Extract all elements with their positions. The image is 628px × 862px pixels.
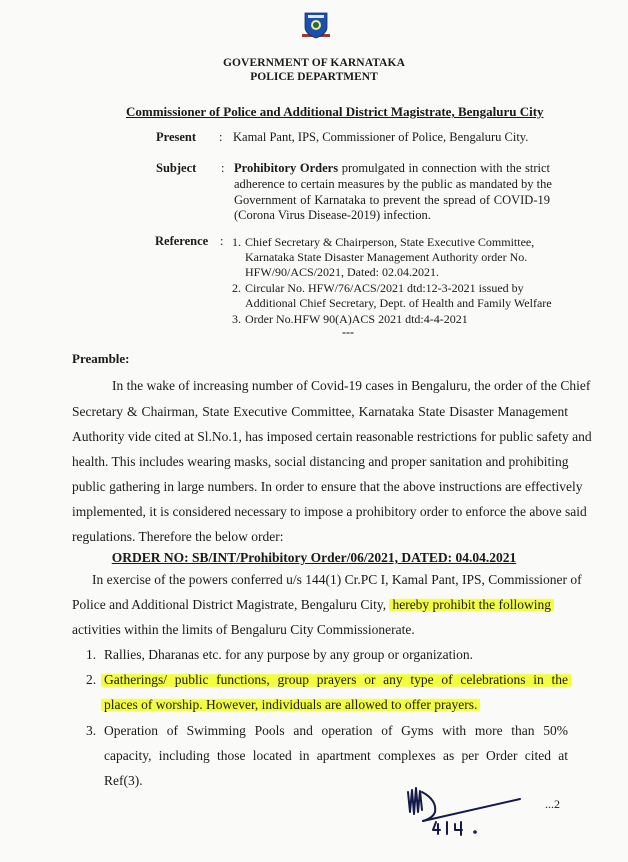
preamble-line-1: In the wake of increasing number of Covid-19 cases in Bengaluru, the order of the Chief [112, 378, 591, 393]
preamble-line-6: implemented, it is considered necessary to impose a prohibitory order to enforce the above said [72, 504, 587, 519]
preamble-line-5: public gathering in large numbers. In order to ensure that the above instructions are effectively [72, 479, 583, 494]
subject-line-2: adherence to certain measures by the public as mandated by the [234, 177, 552, 191]
order-intro-line-3: activities within the limits of Bengaluru City Commissionerate. [72, 622, 415, 637]
order-item-1-line-1: Rallies, Dharanas etc. for any purpose by any group or organization. [104, 647, 474, 662]
order-item-3-number: 3. [86, 723, 97, 738]
preamble-line-2: Secretary & Chairman, State Executive Committee, Karnataka State Disaster Management [72, 404, 568, 419]
highlighted-text: places of worship. However, individuals are allowed to offer prayers. [101, 697, 480, 712]
order-number-heading: ORDER NO: SB/INT/Prohibitory Order/06/2021, DATED: 04.04.2021 [111, 550, 517, 565]
preamble-heading: Preamble: [72, 351, 130, 366]
subject-line-3: Government of Karnataka to prevent the spread of COVID-19 [234, 193, 550, 207]
highlighted-text: Gatherings/ public functions, group prayers or any type of celebrations in the [101, 672, 571, 688]
continuation-marker: ...2 [545, 797, 560, 811]
order-item-2-line-1 [101, 672, 571, 688]
reference-colon: : [220, 234, 224, 248]
order-item-3-line-1: Operation of Swimming Pools and operation of Gyms with more than 50% [104, 723, 568, 738]
reference-1-number: 1. [232, 235, 241, 249]
reference-1-line-3: HFW/90/ACS/2021, Dated: 02.04.2021. [245, 265, 439, 279]
reference-label: Reference [155, 234, 209, 248]
order-item-2-number: 2. [86, 672, 97, 687]
order-intro-line-1: In exercise of the powers conferred u/s 144(1) Cr.PC I, Kamal Pant, IPS, Commissioner of [92, 572, 582, 587]
present-label: Present [156, 130, 197, 144]
present-value: Kamal Pant, IPS, Commissioner of Police, Bengaluru City. [233, 130, 529, 144]
reference-2-number: 2. [232, 281, 241, 295]
reference-1-line-1: Chief Secretary & Chairperson, State Executive Committee, [245, 235, 535, 249]
reference-3-number: 3. [232, 312, 241, 326]
present-colon: : [219, 130, 223, 144]
subject-label: Subject [156, 161, 197, 175]
office-title: Commissioner of Police and Additional District Magistrate, Bengaluru City [126, 104, 544, 119]
reference-2-line-2: Additional Chief Secretary, Dept. of Health and Family Welfare [245, 296, 552, 310]
reference-separator: --- [342, 325, 354, 339]
order-item-2-line-2 [101, 697, 480, 713]
subject-bold-lead: Prohibitory Orders [234, 161, 339, 175]
order-intro-line-2: Police and Additional District Magistrate, Bengaluru City, hereby prohibit the following [72, 597, 568, 613]
subject-line-4: (Corona Virus Disease-2019) infection. [234, 208, 431, 222]
order-item-3-line-3: Ref(3). [104, 773, 143, 788]
preamble-line-3: Authority vide cited at Sl.No.1, has imposed certain reasonable restrictions for public safety and [72, 429, 592, 444]
reference-3-line-1: Order No.HFW 90(A)ACS 2021 dtd:4-4-2021 [245, 312, 468, 326]
highlighted-text: hereby prohibit the following [389, 597, 554, 612]
preamble-line-4: health. This includes wearing masks, social distancing and proper sanitation and prohibiting [72, 454, 569, 469]
department-title: POLICE DEPARTMENT [250, 71, 378, 83]
subject-line-1: Prohibitory Orders promulgated in connection with the strict [234, 161, 551, 175]
reference-2-line-1: Circular No. HFW/76/ACS/2021 dtd:12-3-2021 issued by [245, 281, 524, 295]
preamble-line-7: regulations. Therefore the below order: [72, 529, 284, 544]
order-item-3-line-2: capacity, including those located in apartment complexes as per Order cited at [104, 748, 568, 763]
reference-1-line-2: Karnataka State Disaster Management Authority order No. [245, 250, 528, 264]
government-title: GOVERNMENT OF KARNATAKA [222, 57, 406, 69]
handwritten-signature-icon [405, 782, 555, 837]
subject-colon: : [221, 161, 225, 175]
order-item-1-number: 1. [86, 647, 97, 662]
karnataka-police-emblem-icon [302, 10, 330, 40]
